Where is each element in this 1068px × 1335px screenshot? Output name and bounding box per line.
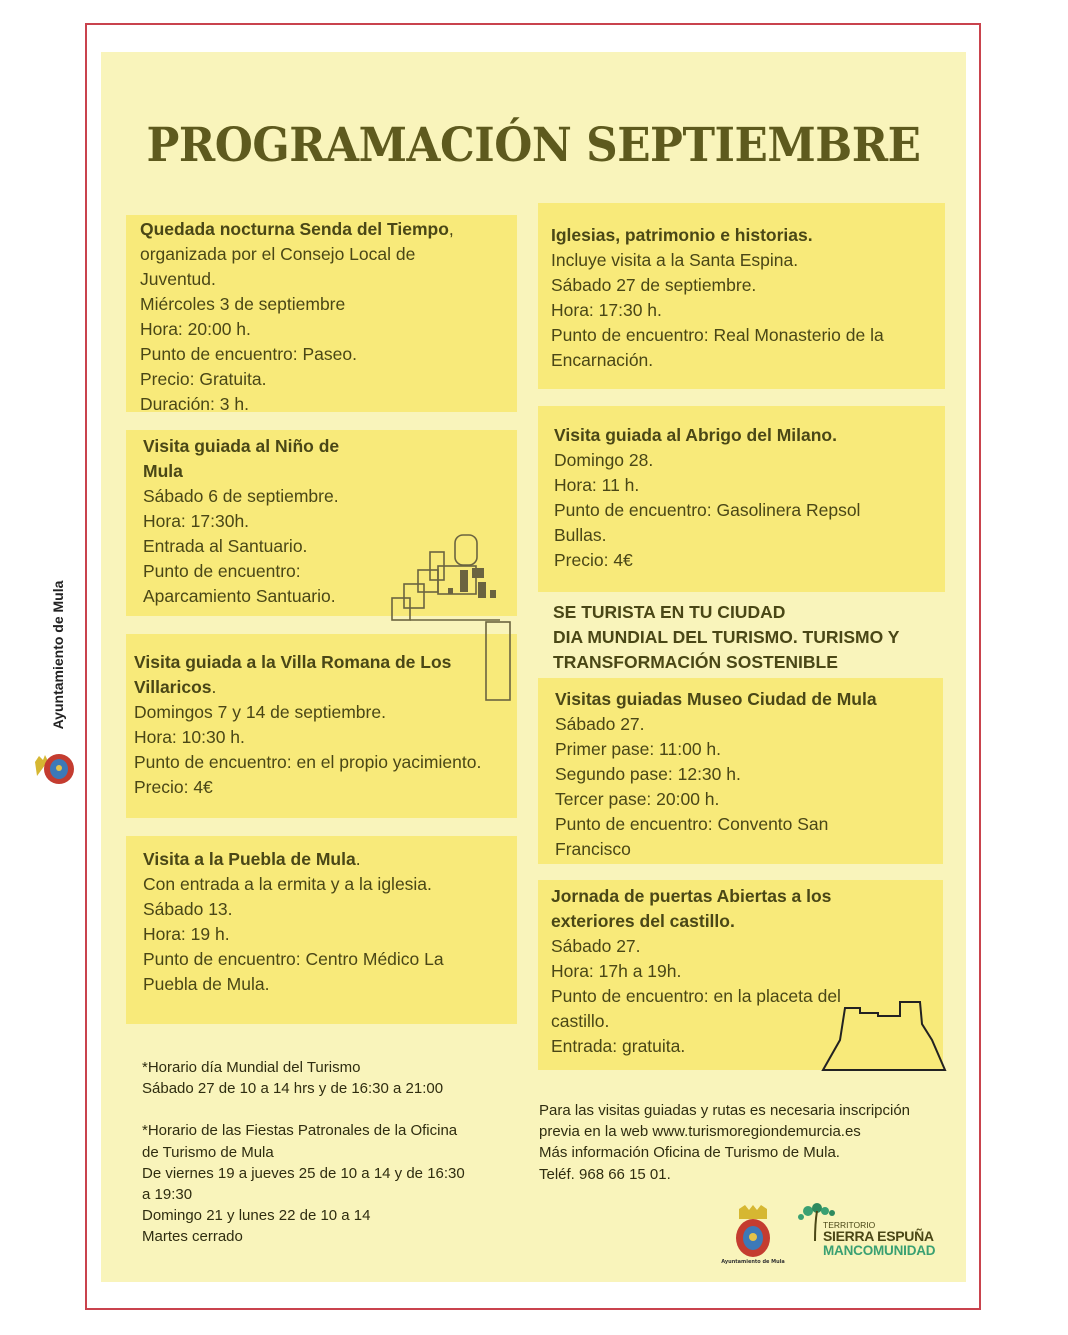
event-line: Sábado 6 de septiembre. [143, 486, 339, 506]
event-line: Con entrada a la ermita y a la iglesia. [143, 874, 432, 894]
event-title: Iglesias, patrimonio e historias. [551, 225, 813, 245]
note-line: Para las visitas guiadas y rutas es necesaria inscripción [539, 1102, 911, 1119]
event-line: Hora: 19 h. [143, 924, 230, 944]
event-line: Hora: 17h a 19h. [551, 961, 682, 981]
side-label [48, 560, 68, 750]
event-line: Precio: Gratuita. [140, 369, 267, 389]
event-line: Juventud. [140, 269, 216, 289]
event-line: Hora: 20:00 h. [140, 319, 251, 339]
sierra-espuna-logo [795, 1203, 945, 1263]
event-title: Visita a la Puebla de Mula. [143, 849, 361, 869]
logo-text: MANCOMUNIDAD [823, 1243, 936, 1258]
event-card [538, 678, 943, 864]
event-line: Duración: 3 h. [140, 394, 249, 414]
event-card [126, 836, 517, 1024]
mula-crest-icon [33, 752, 75, 786]
event-line: Punto de encuentro: Real Monasterio de la [551, 325, 884, 345]
event-line: Punto de encuentro: en el propio yacimiento. [134, 752, 482, 772]
event-line: Hora: 17:30 h. [551, 300, 662, 320]
event-line: Sábado 13. [143, 899, 233, 919]
event-line: Hora: 11 h. [554, 475, 640, 495]
event-line: castillo. [551, 1011, 610, 1031]
logo-text: SIERRA ESPUÑA [823, 1228, 934, 1244]
event-line: Bullas. [554, 525, 607, 545]
event-line: Precio: 4€ [554, 550, 633, 570]
event-card [538, 406, 945, 592]
event-title: Visitas guiadas Museo Ciudad de Mula [555, 689, 877, 709]
note-line: de Turismo de Mula [142, 1143, 274, 1161]
event-line: Entrada al Santuario. [143, 536, 308, 556]
event-line: Punto de encuentro: Centro Médico La [143, 949, 444, 969]
note-line: Domingo 21 y lunes 22 de 10 a 14 [142, 1207, 371, 1225]
event-line: Aparcamiento Santuario. [143, 586, 336, 606]
note-line: a 19:30 [142, 1186, 193, 1204]
event-line: Punto de encuentro: [143, 561, 301, 581]
event-line: Francisco [555, 839, 631, 859]
event-line: Primer pase: 11:00 h. [555, 739, 722, 759]
event-line: organizada por el Consejo Local de [140, 244, 416, 264]
note-line: Martes cerrado [142, 1228, 243, 1246]
ayuntamiento-mula-logo [718, 1205, 788, 1267]
event-title: Villaricos. [134, 677, 217, 697]
heading-line: TRANSFORMACIÓN SOSTENIBLE [553, 652, 838, 672]
side-label-text: Ayuntamiento de Mula [50, 580, 66, 730]
event-line: Encarnación. [551, 350, 654, 370]
event-line: Domingos 7 y 14 de septiembre. [134, 702, 386, 722]
event-line: Puebla de Mula. [143, 974, 270, 994]
event-title: exteriores del castillo. [551, 911, 735, 931]
page-title: PROGRAMACIÓN SEPTIEMBRE [146, 118, 921, 173]
event-title: Mula [143, 461, 183, 481]
event-line: Sábado 27 de septiembre. [551, 275, 757, 295]
event-line: Punto de encuentro: en la placeta del [551, 986, 841, 1006]
event-line: Sábado 27. [555, 714, 645, 734]
event-line: Punto de encuentro: Convento San [555, 814, 829, 834]
event-line: Punto de encuentro: Gasolinera Repsol [554, 500, 861, 520]
note-line: De viernes 19 a jueves 25 de 10 a 14 y de 16:30 [142, 1164, 465, 1182]
event-line: Tercer pase: 20:00 h. [555, 789, 720, 809]
note-line: Más información Oficina de Turismo de Mula. [539, 1144, 840, 1162]
castle-outline-icon [820, 998, 950, 1073]
event-title: Visita guiada al Niño de [143, 436, 340, 456]
event-title: Visita guiada a la Villa Romana de Los [134, 652, 452, 672]
logo-caption: Ayuntamiento de Mula [721, 1259, 785, 1265]
event-line: Punto de encuentro: Paseo. [140, 344, 357, 364]
event-line: Sábado 27. [551, 936, 641, 956]
event-card [538, 203, 945, 389]
heading-line: SE TURISTA EN TU CIUDAD [553, 602, 786, 622]
note-line [142, 1099, 465, 1120]
event-title: Visita guiada al Abrigo del Milano. [554, 425, 837, 445]
notes-left [142, 1057, 465, 1248]
event-line: Hora: 17:30h. [143, 511, 250, 531]
event-line: Segundo pase: 12:30 h. [555, 764, 741, 784]
event-line: Precio: 4€ [134, 777, 213, 797]
event-title: Jornada de puertas Abiertas a los [551, 886, 832, 906]
event-line: Entrada: gratuita. [551, 1036, 686, 1056]
event-line: Incluye visita a la Santa Espina. [551, 250, 799, 270]
event-title: Quedada nocturna Senda del Tiempo, [140, 219, 454, 239]
note-line: Teléf. 968 66 15 01. [539, 1165, 671, 1183]
note-line: *Horario de las Fiestas Patronales de la Oficina [142, 1122, 458, 1140]
heading-line: DIA MUNDIAL DEL TURISMO. TURISMO Y [553, 627, 900, 647]
mula-crest-icon [733, 1205, 773, 1259]
notes-right [539, 1100, 910, 1185]
note-line: previa en la web www.turismoregiondemurcia.es [539, 1123, 861, 1141]
event-line: Domingo 28. [554, 450, 654, 470]
note-line: Sábado 27 de 10 a 14 hrs y de 16:30 a 21:00 [142, 1080, 444, 1098]
event-line: Hora: 10:30 h. [134, 727, 245, 747]
note-line: *Horario día Mundial del Turismo [142, 1059, 361, 1076]
logo-text: TERRITORIO [823, 1220, 876, 1230]
archaeological-plan-icon [390, 530, 525, 705]
event-line: Miércoles 3 de septiembre [140, 294, 346, 314]
event-card [126, 215, 517, 412]
world-tourism-day-heading [553, 600, 899, 675]
